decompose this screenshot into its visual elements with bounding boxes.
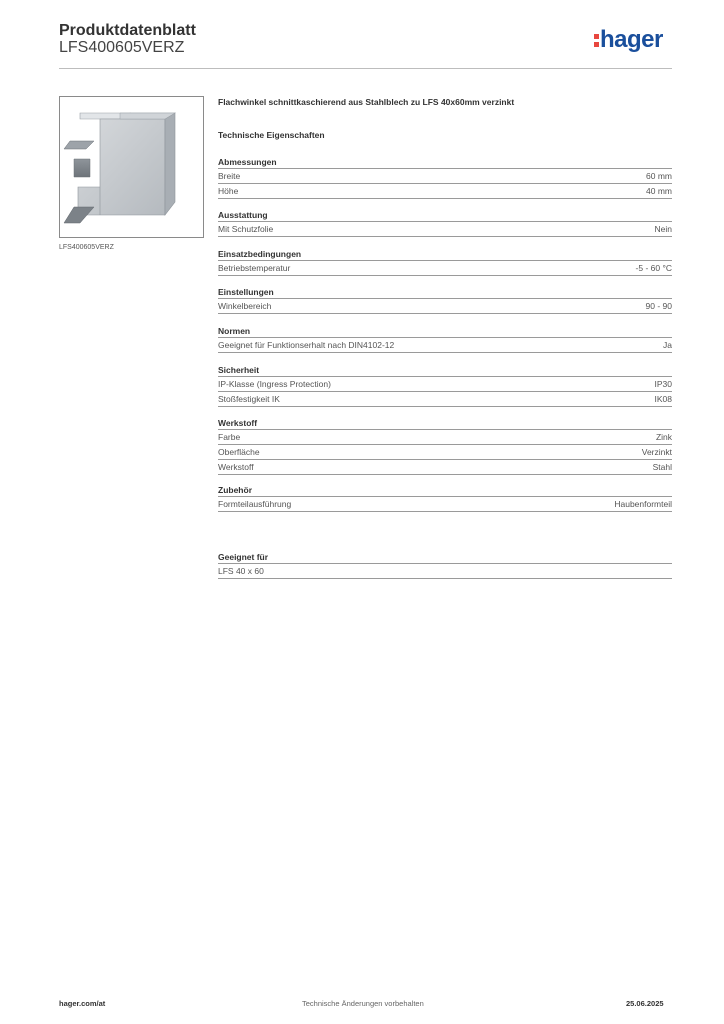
section-title: Abmessungen xyxy=(218,156,672,169)
spec-label: Breite xyxy=(218,171,241,181)
spec-label: Betriebstemperatur xyxy=(218,263,291,273)
spec-value: Nein xyxy=(654,224,672,234)
spec-row xyxy=(218,222,672,237)
section-einsatzbedingungen xyxy=(218,248,672,276)
spec-row xyxy=(218,392,672,407)
spec-label: Oberfläche xyxy=(218,447,260,457)
page-title: Produktdatenblatt xyxy=(59,22,196,39)
product-description: Flachwinkel schnittkaschierend aus Stahlblech zu LFS 40x60mm verzinkt xyxy=(218,97,515,107)
spec-value: -5 - 60 °C xyxy=(635,263,672,273)
spec-label: Geeignet für Funktionserhalt nach DIN4102-12 xyxy=(218,340,395,350)
logo-colon-icon xyxy=(594,28,599,47)
footer-website: hager.com/at xyxy=(59,999,106,1008)
spec-value: Ja xyxy=(663,340,672,350)
spec-value: Zink xyxy=(655,432,672,442)
section-title: Ausstattung xyxy=(218,209,672,222)
spec-label: Höhe xyxy=(218,186,239,196)
spec-value: Haubenformteil xyxy=(614,499,672,509)
product-image xyxy=(59,96,204,238)
spec-label: Werkstoff xyxy=(218,462,254,472)
section-title: Normen xyxy=(218,325,672,338)
spec-label: Mit Schutzfolie xyxy=(218,224,274,234)
spec-row xyxy=(218,430,672,445)
spec-row xyxy=(218,184,672,199)
spec-label: IP-Klasse (Ingress Protection) xyxy=(218,379,331,389)
hager-logo xyxy=(594,28,663,52)
spec-value: 90 - 90 xyxy=(645,301,672,311)
spec-label: Formteilausführung xyxy=(218,499,292,509)
spec-row xyxy=(218,299,672,314)
spec-label: Winkelbereich xyxy=(218,301,272,311)
spec-value: 40 mm xyxy=(646,186,672,196)
spec-value: IK08 xyxy=(654,394,672,404)
section-title: Geeignet für xyxy=(218,551,672,564)
spec-row xyxy=(218,445,672,460)
spec-value: IP30 xyxy=(654,379,672,389)
section-einstellungen xyxy=(218,286,672,314)
section-abmessungen xyxy=(218,156,672,199)
section-werkstoff xyxy=(218,417,672,475)
spec-row xyxy=(218,460,672,475)
section-title: Sicherheit xyxy=(218,364,672,377)
section-normen xyxy=(218,325,672,353)
section-sicherheit xyxy=(218,364,672,407)
spec-row xyxy=(218,261,672,276)
section-title: Werkstoff xyxy=(218,417,672,430)
logo-text: hager xyxy=(600,26,663,53)
spec-row xyxy=(218,377,672,392)
spec-value: Stahl xyxy=(652,462,672,472)
image-caption: LFS400605VERZ xyxy=(59,244,114,251)
section-title: Einsatzbedingungen xyxy=(218,248,672,261)
spec-row xyxy=(218,338,672,353)
spec-row xyxy=(218,564,672,579)
spec-label: Stoßfestigkeit IK xyxy=(218,394,280,404)
section-ausstattung xyxy=(218,209,672,237)
section-title: Einstellungen xyxy=(218,286,672,299)
spec-label: LFS 40 x 60 xyxy=(218,566,264,576)
section-title: Zubehör xyxy=(218,484,672,497)
spec-value: 60 mm xyxy=(646,171,672,181)
spec-row xyxy=(218,169,672,184)
technical-properties-heading: Technische Eigenschaften xyxy=(218,130,325,140)
article-number: LFS400605VERZ xyxy=(59,39,185,56)
spec-row xyxy=(218,497,672,512)
footer-date: 25.06.2025 xyxy=(626,999,664,1008)
section-zubehoer xyxy=(218,484,672,512)
section-geeignet-fuer xyxy=(218,551,672,579)
spec-label: Farbe xyxy=(218,432,241,442)
header-divider xyxy=(59,68,672,69)
flat-angle-product-icon xyxy=(60,97,203,237)
spec-value: Verzinkt xyxy=(641,447,672,457)
footer-note: Technische Änderungen vorbehalten xyxy=(302,999,424,1008)
